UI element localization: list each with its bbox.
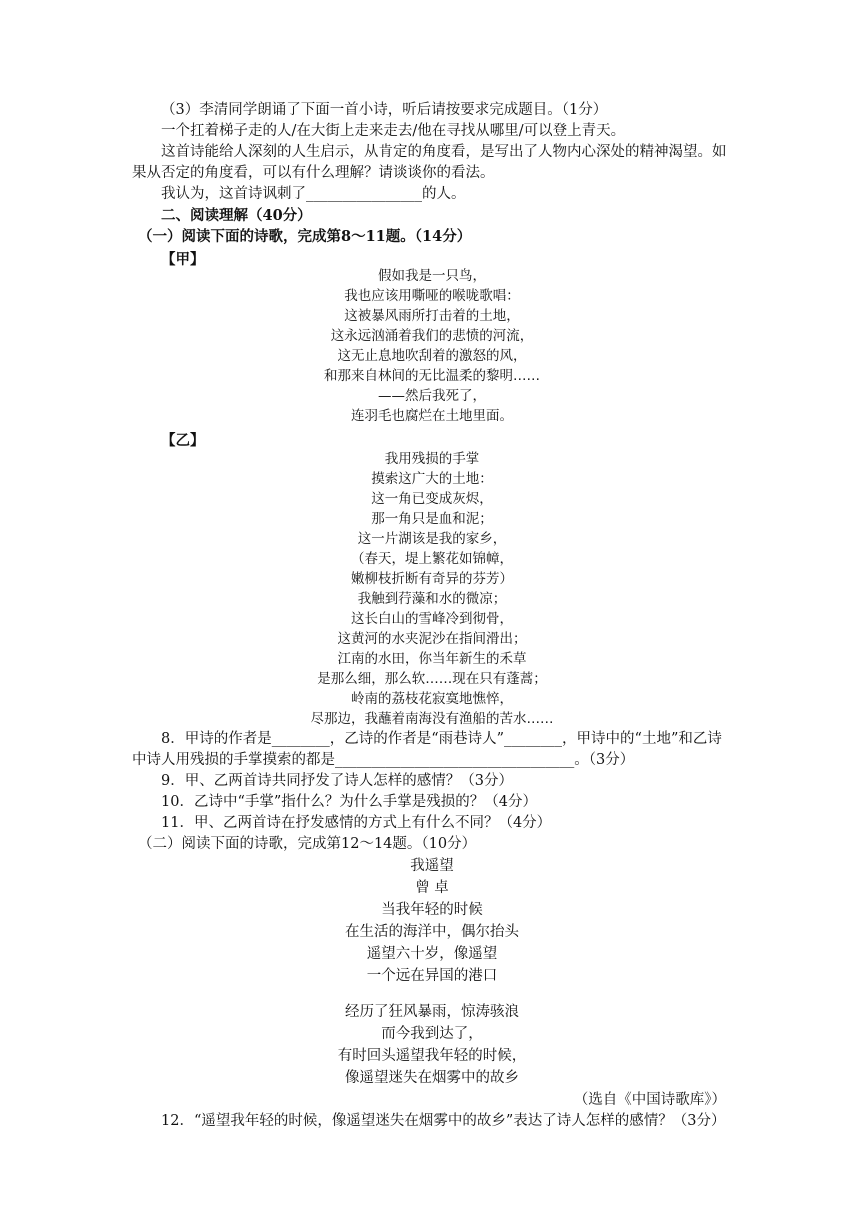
- poem-source: （选自《中国诗歌库》）: [573, 1092, 726, 1108]
- question-11: 11．甲、乙两首诗在抒发感情的方式上有什么不同？（4分）: [161, 815, 552, 831]
- poem-line: 我也应该用嘶哑的喉咙歌唱：: [344, 288, 520, 304]
- poem-line: 一个远在异国的港口: [366, 968, 498, 984]
- label-jia: 【甲】: [161, 251, 205, 268]
- stanza-gap: [132, 987, 732, 1001]
- poem-line: 假如我是一只鸟，: [378, 268, 486, 284]
- poem-line: 连羽毛也腐烂在土地里面。: [351, 408, 513, 424]
- poem-line: （春天，堤上繁花如锦幛，: [351, 551, 513, 567]
- q3-answer: 我认为，这首诗讽刺了________________的人。: [161, 186, 466, 202]
- poem-author: 曾 卓: [415, 880, 449, 896]
- poem-line: 嫩柳枝折断有奇异的芬芳）: [351, 571, 513, 587]
- poem-line: 经历了狂风暴雨，惊涛骇浪: [345, 1004, 519, 1020]
- poem-line: 和那来自林间的无比温柔的黎明……: [324, 368, 540, 384]
- poem-line: 这被暴风雨所打击着的土地，: [344, 308, 520, 324]
- poem-line: 是那么细，那么软……现在只有蓬蒿；: [317, 671, 547, 687]
- question-10: 10．乙诗中“手掌”指什么？为什么手掌是残损的？（4分）: [161, 794, 537, 810]
- q3-explain: 这首诗能给人深刻的人生启示，从肯定的角度看，是写出了人物内心深处的精神渴望。如果从否定的角度看，可以有什么理解？请谈谈你的看法。: [132, 144, 727, 181]
- poem-yi: [132, 449, 732, 729]
- poem-line: 这黄河的水夹泥沙在指间滑出；: [337, 631, 527, 647]
- poem-line: 当我年轻的时候: [381, 902, 483, 918]
- poem-line: 这一角已变成灰烬，: [371, 491, 493, 507]
- poem-line: 尽那边，我蘸着南海没有渔船的苦水……: [310, 711, 554, 727]
- poem-line: 我用残损的手掌: [384, 451, 480, 467]
- poem-line: 这永远汹涌着我们的悲愤的河流，: [330, 328, 534, 344]
- section-title: 二、阅读理解（40分）: [161, 207, 312, 224]
- q3-intro: （3）李清同学朗诵了下面一首小诗，听后请按要求完成题目。（1分）: [161, 102, 608, 118]
- poem-line: 我触到荇藻和水的微凉；: [357, 591, 507, 607]
- poem-line: 岭南的荔枝花寂寞地憔悴，: [351, 691, 513, 707]
- label-yi: 【乙】: [161, 432, 205, 449]
- poem-line: 摸索这广大的土地：: [371, 471, 493, 487]
- q3-poem: 一个扛着梯子走的人/在大街上走来走去/他在寻找从哪里/可以登上青天。: [161, 123, 626, 139]
- poem-line: 而今我到达了，: [381, 1026, 483, 1042]
- poem-line: 这一片湖该是我的家乡，: [357, 531, 507, 547]
- exam-page: [132, 100, 732, 1132]
- part1-title: （一）阅读下面的诗歌，完成第8～11题。（14分）: [138, 228, 472, 245]
- poem-wo-yaowang: [132, 855, 732, 1089]
- poem-line: 这长白山的雪峰冷到彻骨，: [351, 611, 513, 627]
- poem-line: 那一角只是血和泥；: [371, 511, 493, 527]
- poem-line: 江南的水田，你当年新生的禾草: [337, 651, 527, 667]
- question-12: 12．“遥望我年轻的时候，像遥望迷失在烟雾中的故乡”表达了诗人怎样的感情？（3分）: [161, 1113, 726, 1129]
- part2-title: （二）阅读下面的诗歌，完成第12～14题。（10分）: [138, 836, 477, 852]
- poem-line: 遥望六十岁，像遥望: [366, 946, 498, 962]
- poem-line: 有时回头遥望我年轻的时候，: [337, 1048, 527, 1064]
- poem-title: 我遥望: [410, 858, 454, 874]
- poem-line: 在生活的海洋中，偶尔抬头: [345, 924, 519, 940]
- question-8: 8．甲诗的作者是________，乙诗的作者是“雨巷诗人”________，甲诗中的“土地”和乙诗中诗人用残损的手掌摸索的都是_________________________________。（3分）: [132, 731, 722, 768]
- poem-jia: [132, 266, 732, 426]
- poem-line: 这无止息地吹刮着的激怒的风，: [337, 348, 527, 364]
- question-9: 9．甲、乙两首诗共同抒发了诗人怎样的感情？（3分）: [161, 773, 513, 789]
- poem-line: ——然后我死了，: [378, 388, 486, 404]
- poem-line: 像遥望迷失在烟雾中的故乡: [345, 1070, 519, 1086]
